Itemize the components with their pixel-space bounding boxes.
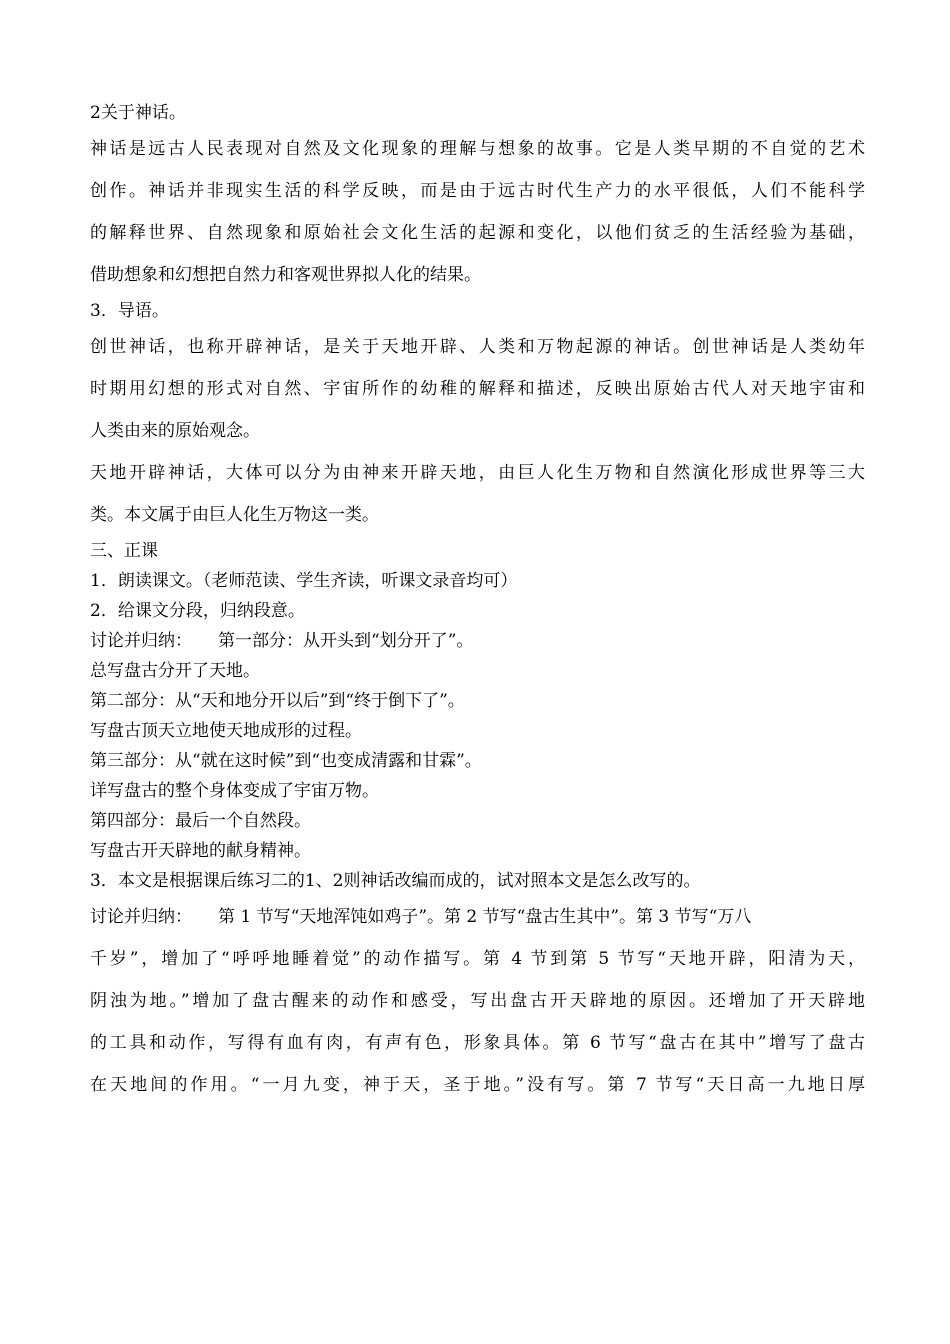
part-summary: 写盘古顶天立地使天地成形的过程。 [90,721,362,741]
document-page [90,98,865,1106]
part-line: 第三部分：从“就在这时候”到“也变成清露和甘霖”。 [90,751,482,771]
part-line: 第四部分：最后一个自然段。 [90,811,311,831]
discussion-label: 讨论并归纳： [90,631,192,651]
part-line: 第二部分：从“天和地分开以后”到“终于倒下了”。 [90,691,465,711]
paragraph-line: 类。本文属于由巨人化生万物这一类。 [90,505,379,525]
section-heading-intro: 3．导语。 [90,301,169,321]
paragraph-line: 的解释世界、自然现象和原始社会文化生活的起源和变化，以他们贫乏的生活经验为基础， [90,223,865,243]
discussion-label: 讨论并归纳： [90,907,192,927]
paragraph-line: 天地开辟神话，大体可以分为由神来开辟天地，由巨人化生万物和自然演化形成世界等三大 [90,463,865,483]
part-summary: 写盘古开天辟地的献身精神。 [90,841,311,861]
list-item: 1．朗读课文。（老师范读、学生齐读，听课文录音均可） [90,571,518,591]
paragraph-line: 创作。神话并非现实生活的科学反映，而是由于远古时代生产力的水平很低，人们不能科学 [90,181,865,201]
part-summary: 总写盘古分开了天地。 [90,661,260,681]
part-summary: 详写盘古的整个身体变成了宇宙万物。 [90,781,379,801]
list-item: 3．本文是根据课后练习二的1、2则神话改编而成的，试对照本文是怎么改写的。 [90,871,701,891]
paragraph-line: 创世神话，也称开辟神话，是关于天地开辟、人类和万物起源的神话。创世神话是人类幼年 [90,337,865,357]
part-heading-main-lesson: 三、正课 [90,541,158,561]
paragraph-line: 的工具和动作，写得有血有肉，有声有色，形象具体。第 6 节写“盘古在其中”增写了盘古 [90,1033,865,1053]
paragraph-line: 千岁”，增加了“呼呼地睡着觉”的动作描写。第 4 节到第 5 节写“天地开辟，阳清为天， [90,949,865,969]
paragraph-text: 第 1 节写“天地浑饨如鸡子”。第 2 节写“盘古生其中”。第 3 节写“万八 [218,907,752,927]
paragraph-line: 借助想象和幻想把自然力和客观世界拟人化的结果。 [90,265,481,285]
list-item: 2．给课文分段，归纳段意。 [90,601,305,621]
paragraph-line: 阴浊为地。”增加了盘古醒来的动作和感受，写出盘古开天辟地的原因。还增加了开天辟地 [90,991,865,1011]
discussion-line [90,626,865,656]
paragraph-line: 时期用幻想的形式对自然、宇宙所作的幼稚的解释和描述，反映出原始古代人对天地宇宙和 [90,379,865,399]
paragraph-line: 神话是远古人民表现对自然及文化现象的理解与想象的故事。它是人类早期的不自觉的艺术 [90,139,865,159]
part-one-text: 第一部分：从开头到“划分开了”。 [218,631,474,651]
paragraph-line: 在天地间的作用。“一月九变，神于天，圣于地。”没有写。第 7 节写“天日高一九地日厚 [90,1075,865,1095]
paragraph-line: 人类由来的原始观念。 [90,421,260,441]
discussion-line [90,896,865,938]
section-heading-myth: 2关于神话。 [90,103,186,123]
